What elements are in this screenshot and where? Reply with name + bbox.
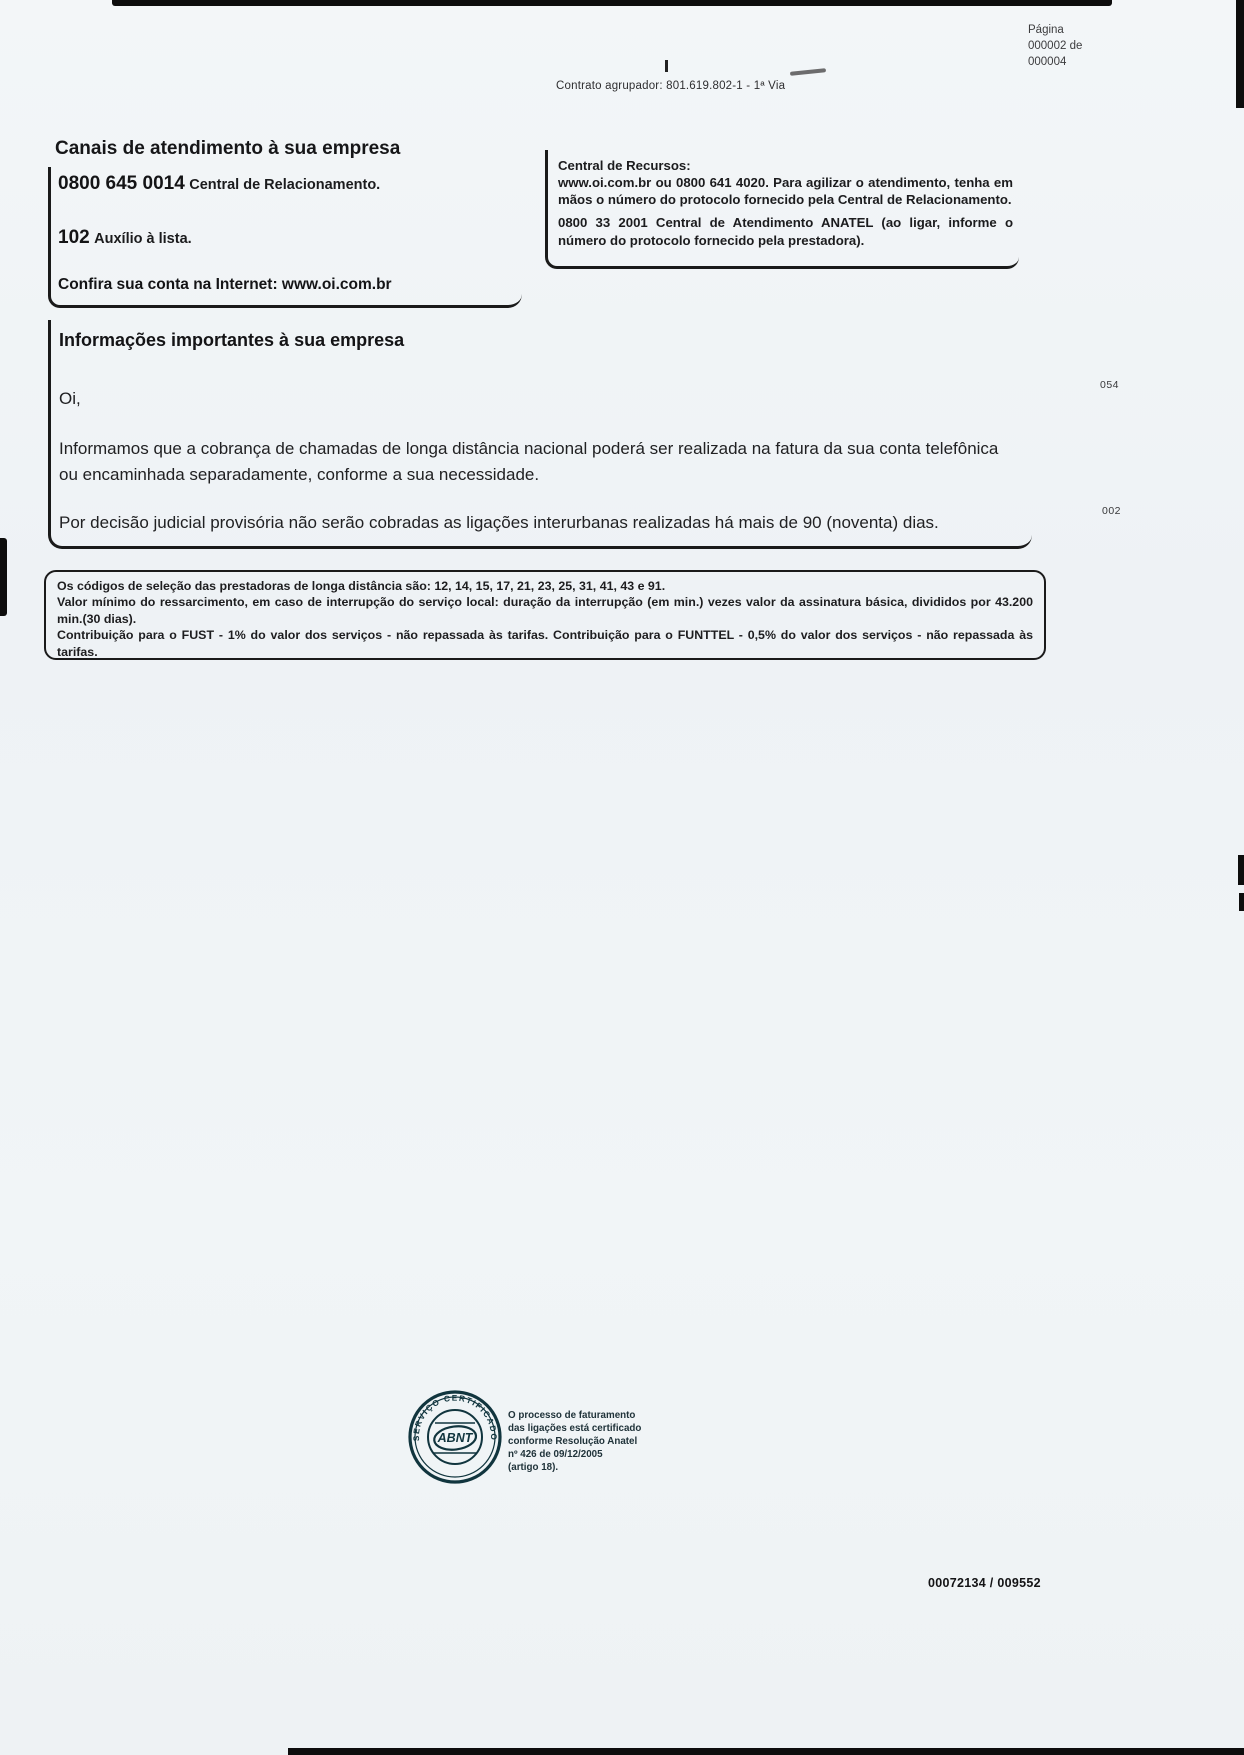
directory-assistance-line bbox=[58, 227, 522, 249]
directory-assistance-phone: 102 bbox=[58, 227, 90, 248]
refund-minimum-line: Valor mínimo do ressarcimento, em caso de interrupção do serviço local: duração da interrupção (em min.) vezes valor da assinatura básica, divididos por 43.200 min.(30 dias). bbox=[57, 595, 1033, 626]
resources-box-body: www.oi.com.br ou 0800 641 4020. Para agilizar o atendimento, tenha em mãos o número do protocolo fornecido pela Central de Relacionamento. bbox=[558, 175, 1013, 208]
certification-text-line: conforme Resolução Anatel bbox=[508, 1435, 638, 1447]
scan-artifact-mark bbox=[665, 60, 668, 72]
scan-artifact-mark bbox=[790, 68, 826, 76]
channels-box-title: Canais de atendimento à sua empresa bbox=[55, 138, 401, 159]
certification-text bbox=[508, 1410, 668, 1475]
page-indicator bbox=[1028, 22, 1082, 70]
certification-text-line: nº 426 de 09/12/2005 bbox=[508, 1448, 603, 1460]
stamp-abnt-label: ABNT bbox=[437, 1431, 473, 1445]
stamp-ring-text: SERVIÇO CERTIFICADO bbox=[411, 1393, 499, 1442]
relationship-center-phone: 0800 645 0014 bbox=[58, 173, 185, 194]
certification-text-line: das ligações está certificado bbox=[508, 1422, 642, 1434]
fust-funttel-line: Contribuição para o FUST - 1% do valor dos serviços - não repassada às tarifas. Contribuição para o FUNTTEL - 0,5% do valor dos serviços - não repassada às tarifas. bbox=[57, 628, 1033, 659]
judicial-decision-paragraph: Por decisão judicial provisória não serão cobradas as ligações interurbanas realizadas há mais de 90 (noventa) dias. bbox=[59, 513, 939, 532]
scan-artifact-right-edge bbox=[1239, 893, 1244, 911]
scan-artifact-top-right-edge bbox=[1236, 0, 1244, 108]
page-indicator-total: 000004 bbox=[1028, 56, 1067, 69]
scan-artifact-top-edge bbox=[112, 0, 1112, 6]
relationship-center-line bbox=[58, 173, 522, 195]
relationship-center-label: Central de Relacionamento. bbox=[189, 177, 381, 193]
greeting-text: Oi, bbox=[59, 389, 81, 408]
abnt-certification-stamp-icon bbox=[406, 1388, 504, 1486]
channels-box bbox=[48, 167, 522, 308]
page-indicator-label: Página bbox=[1028, 24, 1064, 36]
resources-box bbox=[545, 150, 1019, 269]
carrier-selection-codes-line: Os códigos de seleção das prestadoras de longa distância são: 12, 14, 15, 17, 21, 23, 25, 31, 41, 43 e 91. bbox=[57, 579, 666, 593]
scan-artifact-bottom-edge bbox=[288, 1748, 1244, 1755]
certification-text-line: (artigo 18). bbox=[508, 1461, 559, 1473]
document-control-number: 00072134 / 009552 bbox=[928, 1576, 1041, 1590]
billing-notice-paragraph: Informamos que a cobrança de chamadas de longa distância nacional poderá ser realizada na fatura da sua conta telefônica ou encaminhada separadamente, conforme a sua necessidade. bbox=[59, 439, 999, 484]
directory-assistance-label: Auxílio à lista. bbox=[94, 231, 192, 247]
scan-artifact-left-edge bbox=[0, 538, 7, 616]
message-code-054: 054 bbox=[1100, 379, 1120, 391]
anatel-contact-line: 0800 33 2001 Central de Atendimento ANATEL (ao ligar, informe o número do protocolo fornecido pela prestadora). bbox=[558, 215, 1013, 248]
certification-text-line: O processo de faturamento bbox=[508, 1410, 636, 1421]
regulatory-fine-print-box bbox=[44, 570, 1046, 660]
contract-aggregator-line: Contrato agrupador: 801.619.802-1 - 1ª Via bbox=[556, 80, 786, 92]
internet-account-line: Confira sua conta na Internet: www.oi.com.br bbox=[58, 276, 392, 293]
page-indicator-current: 000002 de bbox=[1028, 40, 1083, 53]
message-code-002: 002 bbox=[1102, 505, 1122, 517]
important-info-box bbox=[48, 320, 1032, 549]
scan-artifact-right-edge bbox=[1238, 855, 1244, 885]
important-info-title: Informações importantes à sua empresa bbox=[59, 330, 405, 350]
resources-box-title: Central de Recursos: bbox=[558, 158, 691, 173]
